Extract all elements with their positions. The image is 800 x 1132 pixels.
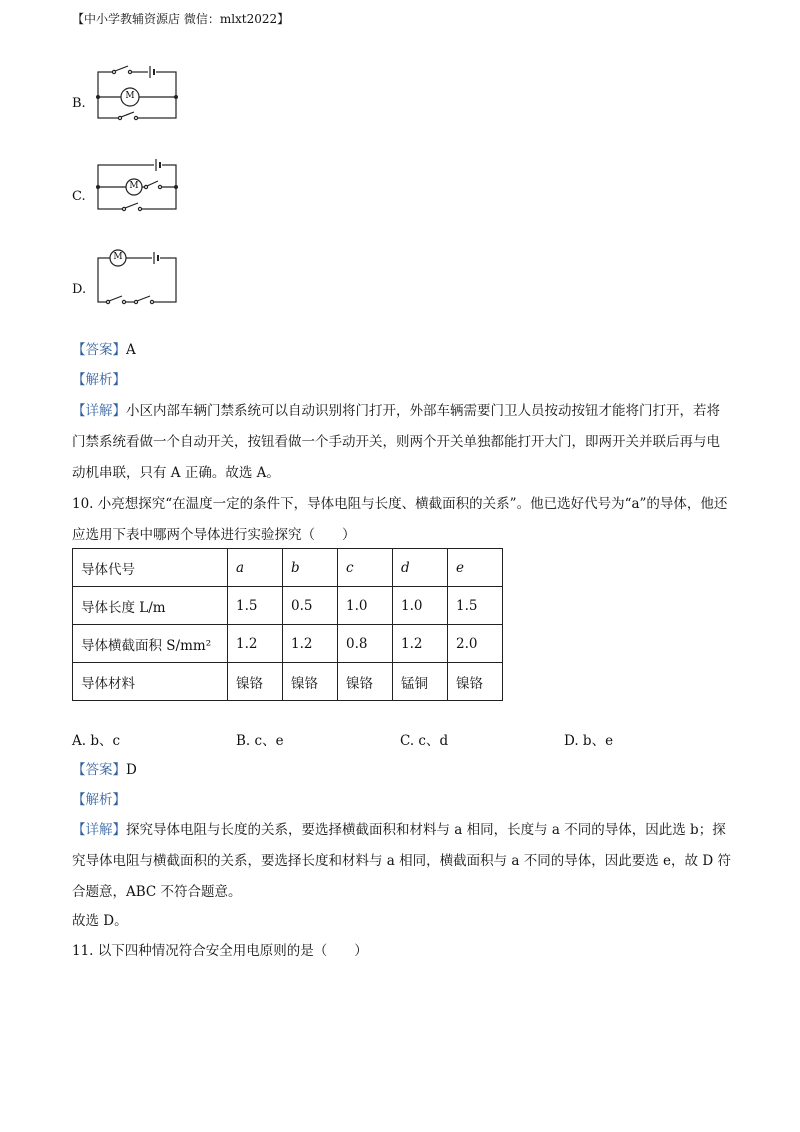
table-cell: 1.0 xyxy=(338,587,393,625)
q9-answer: A xyxy=(126,342,136,358)
table-cell: 镍铬 xyxy=(448,663,503,701)
q10-detail-text: 探究导体电阻与长度的关系，要选择横截面积和材料与 a 相同，长度与 a 不同的导体，因此选 b；探究导体电阻与横截面积的关系，要选择长度和材料与 a 相同，横截面积与 a 不同的导体，因此要选 e，故 D 符合题意，ABC 不符合题意。 xyxy=(72,822,731,900)
table-cell: 0.5 xyxy=(283,587,338,625)
table-cell: 镍铬 xyxy=(228,663,283,701)
table-cell: 镍铬 xyxy=(283,663,338,701)
circuit-diagram-c xyxy=(90,155,190,217)
table-row xyxy=(73,663,503,701)
option-c-label: C. xyxy=(72,189,86,204)
table-cell: e xyxy=(448,549,503,587)
motor-label-b: M xyxy=(125,91,135,101)
table-cell: 1.0 xyxy=(393,587,448,625)
q9-answer-line xyxy=(72,340,136,360)
table-cell: 2.0 xyxy=(448,625,503,663)
option-b-label: B. xyxy=(72,96,86,111)
q9-detail xyxy=(72,396,732,489)
detail-tag: 【详解】 xyxy=(72,822,126,838)
answer-tag: 【答案】 xyxy=(72,342,126,358)
table-cell: 镍铬 xyxy=(338,663,393,701)
q11-stem: 11. 以下四种情况符合安全用电原则的是（ ） xyxy=(72,943,368,959)
table-cell: 1.2 xyxy=(228,625,283,663)
detail-tag: 【详解】 xyxy=(72,403,126,419)
table-cell: d xyxy=(393,549,448,587)
table-cell: 1.2 xyxy=(393,625,448,663)
table-cell: 锰铜 xyxy=(393,663,448,701)
table-cell: 1.5 xyxy=(228,587,283,625)
table-cell: 0.8 xyxy=(338,625,393,663)
q10-stem: 10. 小亮想探究“在温度一定的条件下，导体电阻与长度、横截面积的关系”。他已选好代号为“a”的导体，他还应选用下表中哪两个导体进行实验探究（ ） xyxy=(72,496,728,543)
table-row-header: 导体横截面积 S/mm² xyxy=(73,625,228,663)
table-row xyxy=(73,625,503,663)
conductor-table xyxy=(72,548,503,701)
table-cell: a xyxy=(228,549,283,587)
answer-tag: 【答案】 xyxy=(72,762,126,778)
q10-detail xyxy=(72,815,732,908)
option-d-label: D. xyxy=(72,282,87,297)
table-row-header: 导体长度 L/m xyxy=(73,587,228,625)
table-cell: 1.2 xyxy=(283,625,338,663)
table-row-header: 导体代号 xyxy=(73,549,228,587)
choice-c[interactable]: C. c、d xyxy=(400,733,449,749)
motor-label-d: M xyxy=(113,252,123,262)
q10-answer-line xyxy=(72,760,137,780)
table-cell: b xyxy=(283,549,338,587)
table-row-header: 导体材料 xyxy=(73,663,228,701)
q10-conclusion: 故选 D。 xyxy=(72,913,128,929)
table-row xyxy=(73,549,503,587)
circuit-diagram-d xyxy=(90,246,190,312)
choice-d[interactable]: D. b、e xyxy=(564,733,614,749)
table-cell: c xyxy=(338,549,393,587)
page-header: 【中小学教辅资源店 微信：mlxt2022】 xyxy=(72,12,290,26)
q10-choices xyxy=(72,731,672,751)
q10-analysis-tag: 【解析】 xyxy=(72,792,126,808)
table-row xyxy=(73,587,503,625)
circuit-diagram-b xyxy=(90,60,190,130)
choice-b[interactable]: B. c、e xyxy=(236,733,284,749)
choice-a[interactable]: A. b、c xyxy=(72,733,121,749)
q9-analysis-tag: 【解析】 xyxy=(72,372,126,388)
q9-detail-text: 小区内部车辆门禁系统可以自动识别将门打开，外部车辆需要门卫人员按动按钮才能将门打开，若将门禁系统看做一个自动开关，按钮看做一个手动开关，则两个开关单独都能打开大门，即两开关并联后再与电动机串联，只有 A 正确。故选 A。 xyxy=(72,403,720,481)
motor-label-c: M xyxy=(129,181,139,191)
q10-answer: D xyxy=(126,762,137,778)
table-cell: 1.5 xyxy=(448,587,503,625)
